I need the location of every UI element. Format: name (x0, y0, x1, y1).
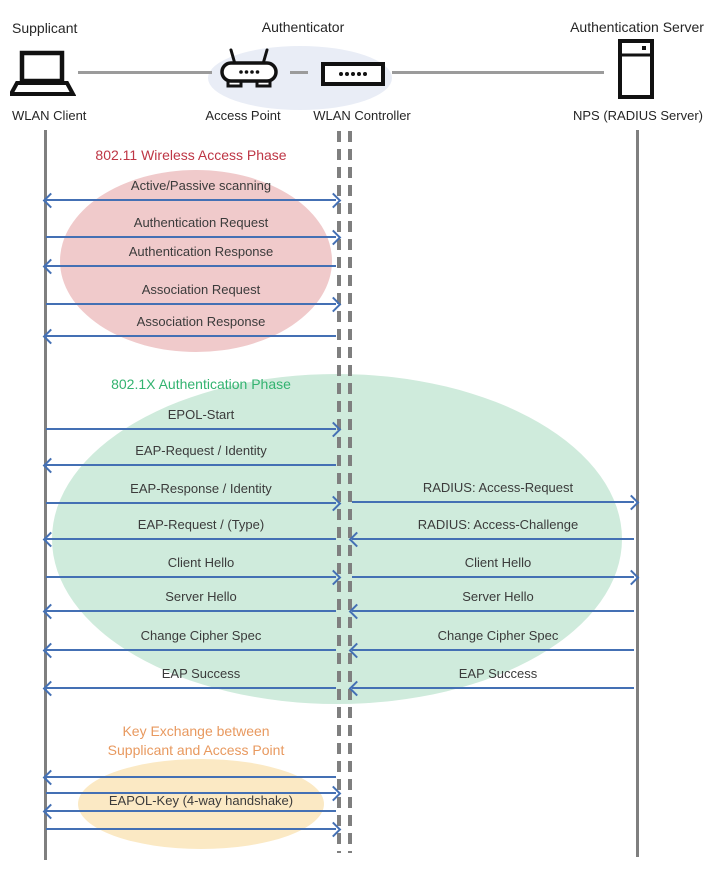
phase3-title (108, 722, 285, 760)
message-arrow-line (46, 649, 336, 651)
message-arrow-line (46, 335, 336, 337)
message-label: EAP-Request / Identity (135, 443, 267, 458)
message-label: Change Cipher Spec (437, 628, 559, 643)
message-arrow-line (46, 265, 336, 267)
device-nps-label: NPS (RADIUS Server) (572, 108, 704, 123)
actor-supplicant-label: Supplicant (12, 20, 78, 36)
message-arrow-line (352, 649, 634, 651)
message-arrow-line (46, 502, 336, 504)
message-arrow-line (46, 428, 336, 430)
wlan-controller-icon (321, 62, 385, 86)
device-wlan-controller-label: WLAN Controller (313, 108, 411, 123)
message-arrow-line (352, 576, 634, 578)
message-arrow-line (46, 538, 336, 540)
message-label: Server Hello (462, 589, 534, 604)
message-label: Change Cipher Spec (140, 628, 262, 643)
message-label: Server Hello (165, 589, 237, 604)
message-label: EAPOL-Key (4-way handshake) (108, 793, 294, 808)
message-arrow-line (46, 828, 336, 830)
device-wlan-client-label: WLAN Client (12, 108, 87, 123)
message-label: EAP Success (458, 666, 538, 681)
lifeline-wlan-client (44, 130, 47, 860)
message-label: Association Response (136, 314, 266, 329)
server-icon (617, 39, 655, 99)
message-arrow-line (46, 687, 336, 689)
device-access-point-label: Access Point (205, 108, 281, 123)
message-arrow-line (46, 236, 336, 238)
lifeline-nps-server (636, 130, 639, 857)
message-arrow-line (352, 501, 634, 503)
message-arrow-line (352, 538, 634, 540)
connector-client-ap (78, 71, 212, 74)
message-arrow-line (46, 810, 336, 812)
message-label: Authentication Response (128, 244, 274, 259)
phase1-title: 802.11 Wireless Access Phase (95, 147, 287, 163)
phase2-title: 802.1X Authentication Phase (111, 376, 291, 392)
message-arrow-line (46, 199, 336, 201)
message-arrow-line (46, 576, 336, 578)
message-arrow-line (46, 303, 336, 305)
message-arrow-line (46, 610, 336, 612)
message-arrow-line (46, 464, 336, 466)
message-label: RADIUS: Access-Request (422, 480, 574, 495)
phase3-title-line1: Key Exchange between (122, 723, 270, 739)
phase3-title-line2: Supplicant and Access Point (107, 742, 285, 758)
actor-auth-server-label: Authentication Server (570, 19, 704, 35)
message-label: EAP-Response / Identity (130, 481, 272, 496)
laptop-icon (10, 50, 76, 98)
access-point-icon (219, 48, 279, 92)
message-label: Active/Passive scanning (130, 178, 272, 193)
message-label: Client Hello (464, 555, 532, 570)
actor-authenticator-label: Authenticator (261, 19, 345, 35)
message-label: EAP Success (161, 666, 241, 681)
message-label: Association Request (141, 282, 261, 297)
lifeline-wlan-controller-right (348, 131, 352, 853)
message-arrow-line (352, 687, 634, 689)
message-arrow-line (352, 610, 634, 612)
connector-ap-wlc (290, 71, 308, 74)
message-arrow-line (46, 776, 336, 778)
message-label: EAP-Request / (Type) (137, 517, 265, 532)
message-label: EPOL-Start (167, 407, 235, 422)
message-label: RADIUS: Access-Challenge (417, 517, 579, 532)
connector-wlc-server (392, 71, 604, 74)
message-label: Authentication Request (133, 215, 269, 230)
message-label: Client Hello (167, 555, 235, 570)
